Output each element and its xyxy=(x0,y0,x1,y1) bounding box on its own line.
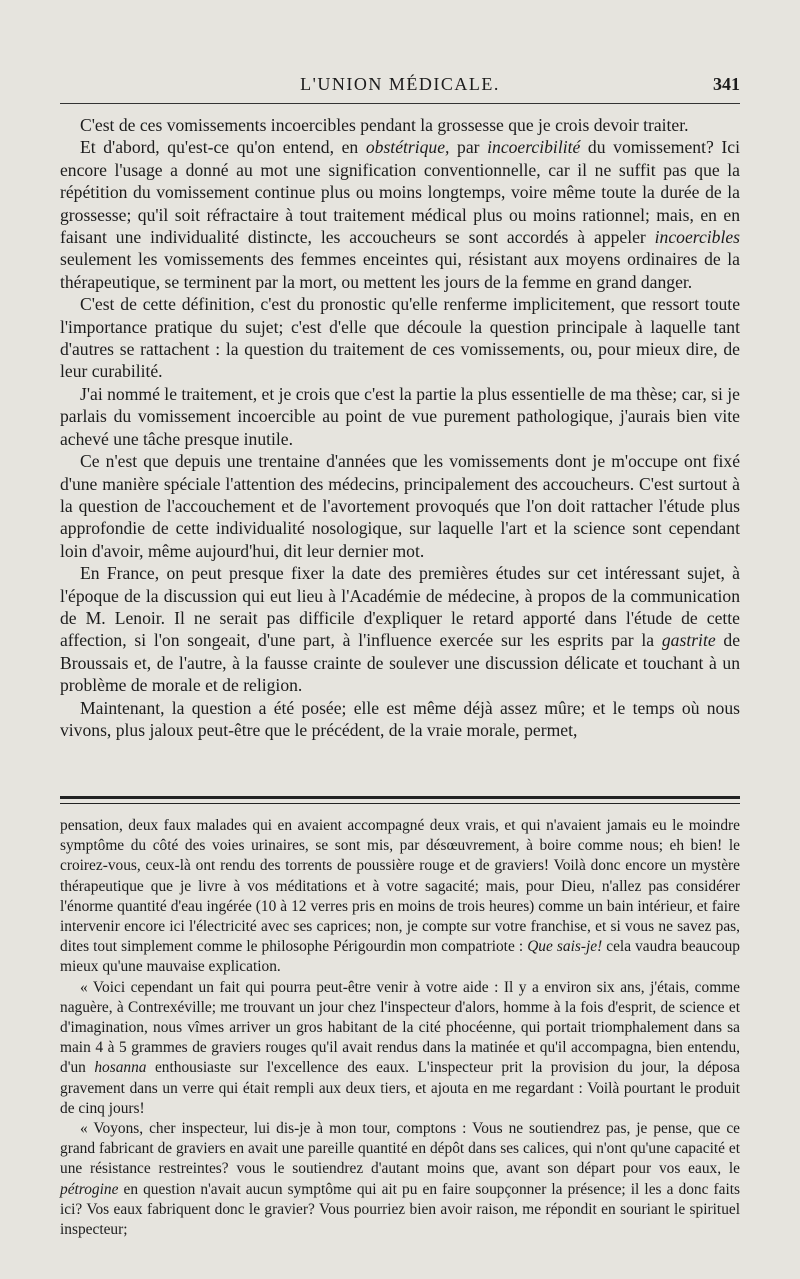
italic-term: incoercibilité xyxy=(487,137,581,158)
page-number: 341 xyxy=(713,74,740,94)
italic-term: gastrite xyxy=(661,630,716,651)
paragraph xyxy=(60,136,740,293)
paragraph: Ce n'est que depuis une trentaine d'années que les vomissements dont je m'occupe ont fixé d'une manière spéciale l'attention des médecins, principalement des accoucheurs. C'est surtout à la question de l'accouchement et de l'avortement provoqués que l'on doit rattacher l'étude plus approfondie de cette individualité nosologique, sur laquelle l'art et la science sont cependant loin d'avoir, même aujourd'hui, dit leur dernier mot. xyxy=(60,451,740,561)
text-run: par xyxy=(449,137,488,158)
paragraph: Maintenant, la question a été posée; elle est même déjà assez mûre; et le temps où nous vivons, plus jaloux peut-être que le précédent, de la vraie morale, permet, xyxy=(60,697,740,740)
italic-term: obstétrique, xyxy=(365,137,450,158)
text-run: enthousiaste sur l'excellence des eaux. L'inspecteur prit la provision du jour, la déposa gravement dans un verre qui était rempli aux deux tiers, et ajouta en me regardant : Voilà pourtant le produit de cinq jours! xyxy=(60,1059,740,1117)
running-title: L'UNION MÉDICALE. xyxy=(300,74,500,94)
header-rule xyxy=(60,103,740,104)
text-run: En France, on peut presque fixer la date des premières études sur cet intéressant sujet, à l'époque de la discussion qui eut lieu à l'Académie de médecine, à propos de la communication de M. Lenoir. Il ne serait pas difficile d'expliquer le retard apporté dans l'étude de cette affection, si l'on songeait, d'une part, à l'influence exercée sur les esprits par la xyxy=(60,563,740,651)
paragraph: C'est de ces vomissements incoercibles pendant la grossesse que je crois devoir traiter. xyxy=(80,115,689,135)
footnote-text xyxy=(60,816,740,1240)
italic-term: incoercibles xyxy=(654,227,740,248)
text-run: de Broussais et, de l'autre, à la fausse crainte de soulever une discussion délicate et touchant à un problème de morale et de religion. xyxy=(60,630,741,696)
italic-term: hosanna xyxy=(94,1059,147,1077)
italic-term: Que sais-je! xyxy=(527,938,603,956)
text-run: « Voyons, cher inspecteur, lui dis-je à mon tour, comptons : Vous ne soutiendrez pas, je pense, que ce grand fabricant de graviers en avait une pareille quantité en dépôt dans ses calices, qui n'ont qu'une capacité et une résistance restreintes? vous le soutiendrez d'autant moins que, avant son départ pour vos eaux, le xyxy=(60,1120,740,1178)
footnote-paragraph xyxy=(60,816,740,978)
text-run: « Voici cependant un fait qui pourra peut-être venir à votre aide : Il y a environ six ans, j'étais, comme naguère, à Contrexéville; me trouvant un jour chez l'inspecteur d'alors, homme à la fois d'esprit, de science et d'imagination, nous vîmes arriver un gros habitant de la cité phocéenne, qui portait triomphalement dans sa main 4 à 5 grammes de graviers rouges qu'il avait rendus dans la matinée et qu'il accompagna, bien entendu, d'un xyxy=(60,978,740,1077)
text-run: pensation, deux faux malades qui en avaient accompagné deux vrais, et qui n'avaient jamais eu le moindre symptôme du côté des voies urinaires, se sont mis, par désœuvrement, à boire comme nous; eh bien! le croirez-vous, ceux-là ont rendu des torrents de poussière rouge et de graviers! Voilà donc encore un mystère thérapeutique que je livre à vos méditations et à votre sagacité; mais, pour Dieu, n'allez pas considérer l'énorme quantité d'eau ingérée (10 à 12 verres pris en moins de trois heures) comme un bain intérieur, et faire intervenir encore ici l'électricité avec ses caprices; non, je compte sur votre franchise, et si vous ne savez pas, dites tout simplement comme le philosophe Périgourdin mon compatriote : xyxy=(60,817,740,956)
paragraph: J'ai nommé le traitement, et je crois que c'est la partie la plus essentielle de ma thèse; car, si je parlais du vomissement incoercible au point de vue purement pathologique, j'aurais bien vite achevé une tâche presque inutile. xyxy=(60,383,740,449)
main-text xyxy=(60,114,740,741)
italic-term: pétrogine xyxy=(60,1180,119,1198)
paragraph xyxy=(60,562,740,696)
paragraph: C'est de cette définition, c'est du pronostic qu'elle renferme implicitement, que ressort toute l'importance pratique du sujet; c'est d'elle que découle la question principale à laquelle tant d'autres se rattachent : la question du traitement de ces vomissements, ou, pour mieux dire, de leur curabilité. xyxy=(60,294,740,382)
page-header xyxy=(60,70,740,98)
text-run: du vomissement? Ici encore l'usage a donné au mot une signification conventionnelle, car il ne suffit pas que la répétition du vomissement continue plus ou moins longtemps, voire même toute la durée de la grossesse; qu'il soit réfractaire à tout traitement médical plus ou moins rationnel; mais, en en faisant une individualité distincte, les accoucheurs se sont accordés à appeler xyxy=(60,137,740,248)
footnote-separator xyxy=(60,796,740,804)
text-run: cela vaudra beaucoup mieux qu'une mauvaise explication. xyxy=(60,938,740,976)
text-run: Et d'abord, qu'est-ce qu'on entend, en xyxy=(80,137,366,158)
text-run: seulement les vomissements des femmes enceintes qui, résistant aux moyens ordinaires de la thérapeutique, se terminent par la mort, ou mettent les jours de la femme en grand danger. xyxy=(60,249,740,292)
text-run: en question n'avait aucun symptôme qui ait pu en faire soupçonner la présence; il les a donc faits ici? Vos eaux fabriquent donc le gravier? Vous pourriez bien avoir raison, me répondit en souriant le spirituel inspecteur; xyxy=(60,1180,740,1239)
footnote-paragraph xyxy=(60,1119,740,1240)
footnote-paragraph xyxy=(60,978,740,1119)
